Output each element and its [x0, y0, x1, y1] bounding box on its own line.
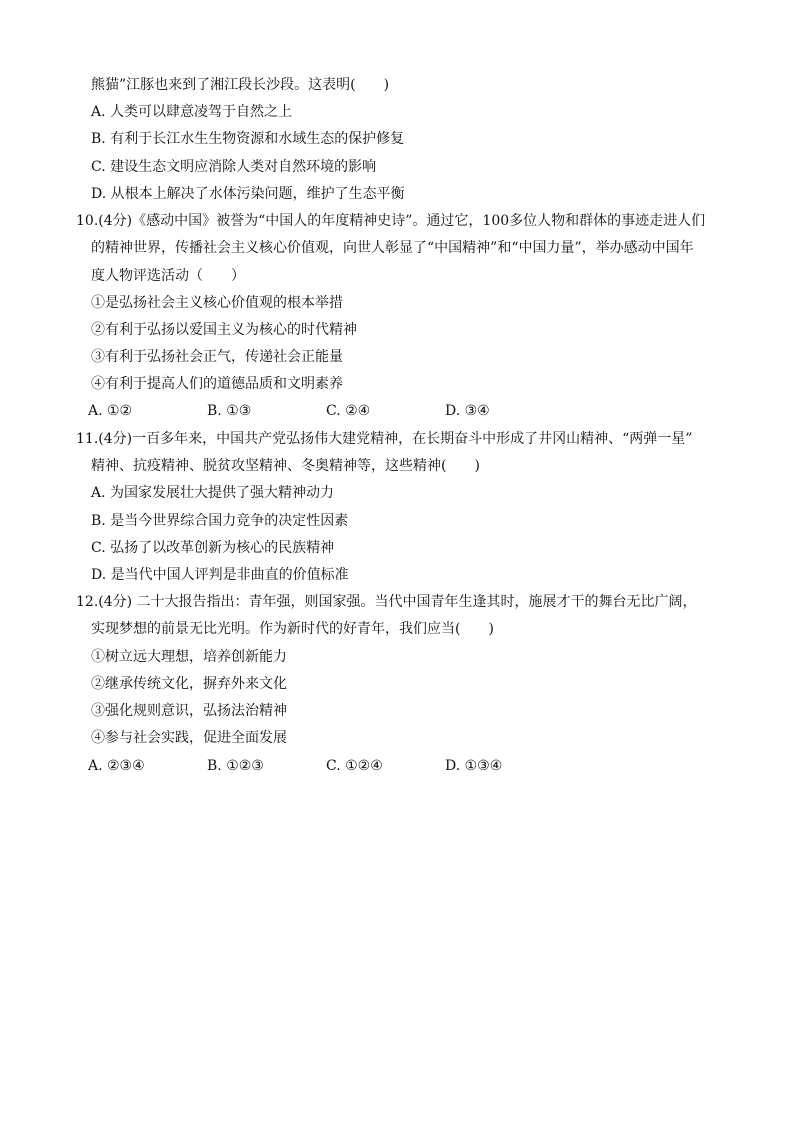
q11-option-c: C. 弘扬了以改革创新为核心的民族精神 — [91, 540, 335, 556]
q10-stem-line-1: 10.(4分)《感动中国》被誉为“中国人的年度精神史诗”。通过它，100多位人物和群体的事迹走进人们 — [76, 213, 706, 229]
q11-stem-line-1: 11.(4分)一百多年来，中国共产党弘扬伟大建党精神，在长期奋斗中形成了井冈山精神、“两弹一星” — [76, 431, 693, 447]
q9-option-d: D. 从根本上解决了水体污染问题，维护了生态平衡 — [91, 186, 405, 202]
q11-option-d: D. 是当代中国人评判是非曲直的价值标准 — [91, 567, 349, 583]
q12-item-4: ④参与社会实践，促进全面发展 — [91, 730, 287, 746]
q11-option-b: B. 是当今世界综合国力竞争的决定性因素 — [91, 513, 349, 529]
q9-stem-tail: 熊猫”江豚也来到了湘江段长沙段。这表明( ) — [91, 77, 390, 93]
q12-choice-a: A. ②③④ — [88, 758, 145, 774]
q11-option-a: A. 为国家发展壮大提供了强大精神动力 — [91, 485, 335, 501]
q12-item-2: ②继承传统文化，摒弃外来文化 — [91, 676, 287, 692]
q10-item-4: ④有利于提高人们的道德品质和文明素养 — [91, 376, 343, 392]
q10-stem-line-3: 度人物评选活动（ ） — [91, 268, 245, 284]
q10-choice-d: D. ③④ — [445, 403, 490, 419]
q10-choice-c: C. ②④ — [326, 403, 371, 419]
q10-stem-line-2: 的精神世界，传播社会主义核心价值观，向世人彰显了“中国精神”和“中国力量”，举办感动中国年 — [91, 240, 694, 256]
q12-stem-line-2: 实现梦想的前景无比光明。作为新时代的好青年，我们应当( ) — [91, 621, 494, 637]
q10-item-1: ①是弘扬社会主义核心价值观的根本举措 — [91, 295, 343, 311]
q12-item-3: ③强化规则意识，弘扬法治精神 — [91, 703, 287, 719]
q10-item-3: ③有利于弘扬社会正气，传递社会正能量 — [91, 349, 343, 365]
q12-item-1: ①树立远大理想，培养创新能力 — [91, 649, 287, 665]
q10-item-2: ②有利于弘扬以爱国主义为核心的时代精神 — [91, 322, 357, 338]
q9-option-b: B. 有利于长江水生生物资源和水域生态的保护修复 — [91, 131, 405, 147]
q12-choice-d: D. ①③④ — [445, 758, 503, 774]
q12-choice-c: C. ①②④ — [326, 758, 383, 774]
q12-choice-b: B. ①②③ — [207, 758, 264, 774]
q9-option-c: C. 建设生态文明应消除人类对自然环境的影响 — [91, 159, 377, 175]
q10-choice-b: B. ①③ — [207, 403, 252, 419]
q10-choice-a: A. ①② — [88, 403, 133, 419]
q9-option-a: A. 人类可以肆意凌驾于自然之上 — [91, 104, 293, 120]
q11-stem-line-2: 精神、抗疫精神、脱贫攻坚精神、冬奥精神等，这些精神( ) — [91, 458, 480, 474]
q12-stem-line-1: 12.(4分) 二十大报告指出：青年强，则国家强。当代中国青年生逢其时，施展才干的舞台无比广阔， — [76, 594, 697, 610]
